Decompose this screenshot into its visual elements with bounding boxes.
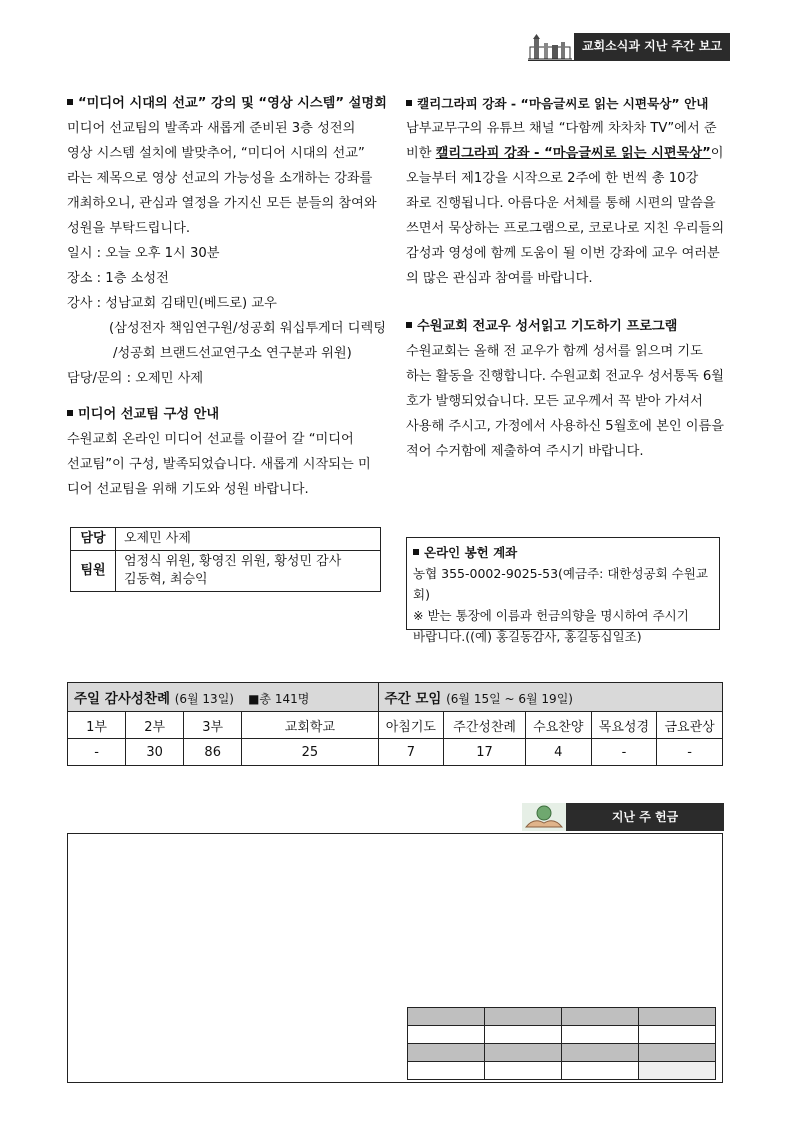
hands-globe-icon [522,803,566,831]
calligraphy-body-4: 감성과 영성에 함께 도움이 될 이번 강좌에 교우 여러분 [406,246,720,261]
media-team-title: 미디어 선교팀 구성 안내 [67,402,387,427]
account-note-2: 바랍니다.((예) 홍길동감사, 홍길동십일조) [413,629,642,644]
attendance-columns [68,712,723,739]
col-header: 목요성경 [591,712,657,739]
bible-reading-body-3: 호가 발행되었습니다. 모든 교우께서 꼭 받아 가셔서 [406,394,703,409]
bible-reading-body-2: 하는 활동을 진행합니다. 수원교회 전교우 성서통독 6월 [406,369,724,384]
media-lecture-place: 장소 : 1층 소성전 [67,271,169,286]
col-header: 2부 [126,712,184,739]
col-header: 교회학교 [242,712,378,739]
value-cell: - [591,739,657,766]
attendance-values [68,739,723,766]
value-cell: 17 [444,739,526,766]
right-column [406,91,732,464]
value-cell: 25 [242,739,378,766]
value-cell: - [68,739,126,766]
media-lecture-body-3: 라는 제목으로 영상 선교의 가능성을 소개하는 강좌를 [67,171,373,186]
calligraphy-body-2: 좌로 진행됩니다. 아름다운 서체를 통해 시편의 말씀을 [406,196,716,211]
col-header: 1부 [68,712,126,739]
sunday-header: 주일 감사성찬례 (6월 13일) ■총 141명 [68,683,379,712]
media-lecture-lecturer: 강사 : 성남교회 김태민(베드로) 교우 [67,296,277,311]
members-value [116,551,381,592]
header-rule [528,60,730,61]
value-cell: - [657,739,723,766]
value-cell: 86 [184,739,242,766]
col-header: 아침기도 [378,712,444,739]
bible-reading-body-1: 수원교회는 올해 전 교우가 함께 성서를 읽으며 기도 [406,344,703,359]
weekly-header: 주간 모임 (6월 15일 ~ 6월 19일) [378,683,722,712]
offering-header-title: 지난 주 헌금 [566,803,724,831]
church-building-icon [528,33,572,60]
media-team-body-2: 선교팀”이 구성, 발족되었습니다. 새롭게 시작되는 미 [67,457,371,472]
calligraphy-line-2: 비한 캘리그라피 강좌 - “마음글씨로 읽는 시편묵상”이 [406,146,724,161]
account-number[interactable]: 농협 355-0002-9025-53(예금주: 대한성공회 수원교회) [413,566,708,602]
offering-grid [407,1007,716,1080]
account-title: 온라인 봉헌 계좌 [413,542,713,563]
page-header-title: 교회소식과 지난 주간 보고 [574,33,730,60]
media-lecture-body-2: 영상 시스템 설치에 발맞추어, “미디어 시대의 선교” [67,146,365,161]
bible-reading-body-4: 사용해 주시고, 가정에서 사용하신 5월호에 본인 이름을 [406,419,724,434]
media-lecture-body-5: 성원을 부탁드립니다. [67,221,191,236]
value-cell: 30 [126,739,184,766]
calligraphy-body-3: 쓰면서 묵상하는 프로그램으로, 코로나로 지친 우리들의 [406,221,725,236]
manager-value: 오제민 사제 [116,528,381,551]
bible-reading-body-5: 적어 수거함에 제출하여 주시기 바랍니다. [406,444,644,459]
attendance-table [67,682,723,766]
lecturer-detail-1: (삼성전자 책임연구원/성공회 워십투게더 디렉팅 [109,321,386,336]
media-lecture-body-1: 미디어 선교팀의 발족과 새롭게 준비된 3층 성전의 [67,121,356,136]
col-header: 3부 [184,712,242,739]
calligraphy-line-1: 남부교무구의 유튜브 채널 “다함께 차차차 TV”에서 준 [406,121,717,136]
members-line-1: 엄정식 위원, 황영진 위원, 황성민 감사 [124,554,342,569]
lecturer-detail-2: /성공회 브랜드선교연구소 연구분과 위원) [113,346,352,361]
bible-reading-title: 수원교회 전교우 성서읽고 기도하기 프로그램 [406,314,732,339]
media-lecture-contact: 담당/문의 : 오제민 사제 [67,371,204,386]
col-header: 주간성찬례 [444,712,526,739]
calligraphy-body-5: 의 많은 관심과 참여를 바랍니다. [406,271,593,286]
online-offering-account-box [406,537,720,644]
col-header: 금요관상 [657,712,723,739]
media-team-body-3: 디어 선교팀을 위해 기도와 성원 바랍니다. [67,482,309,497]
calligraphy-title: 캘리그라피 강좌 - “마음글씨로 읽는 시편묵상” 안내 [406,91,732,116]
media-team-body-1: 수원교회 온라인 미디어 선교를 이끌어 갈 “미디어 [67,432,354,447]
left-column [67,91,387,502]
media-lecture-body-4: 개최하오니, 관심과 열정을 가지신 모든 분들의 참여와 [67,196,377,211]
media-lecture-title: “미디어 시대의 선교” 강의 및 “영상 시스템” 설명회 [67,91,387,116]
manager-label: 담당 [71,528,116,551]
attendance-total: ■총 141명 [248,692,310,706]
account-note-1: ※ 받는 통장에 이름과 헌금의향을 명시하여 주시기 [413,608,689,623]
media-team-table [70,527,381,592]
value-cell: 4 [525,739,591,766]
calligraphy-body-1: 오늘부터 제1강을 시작으로 2주에 한 번씩 총 10강 [406,171,699,186]
media-lecture-time: 일시 : 오늘 오후 1시 30분 [67,246,220,261]
members-label: 팀원 [71,551,116,592]
members-line-2: 김동혁, 최승익 [124,572,208,587]
value-cell: 7 [378,739,444,766]
calligraphy-highlight: 캘리그라피 강좌 - “마음글씨로 읽는 시편묵상” [435,146,711,161]
col-header: 수요찬양 [525,712,591,739]
